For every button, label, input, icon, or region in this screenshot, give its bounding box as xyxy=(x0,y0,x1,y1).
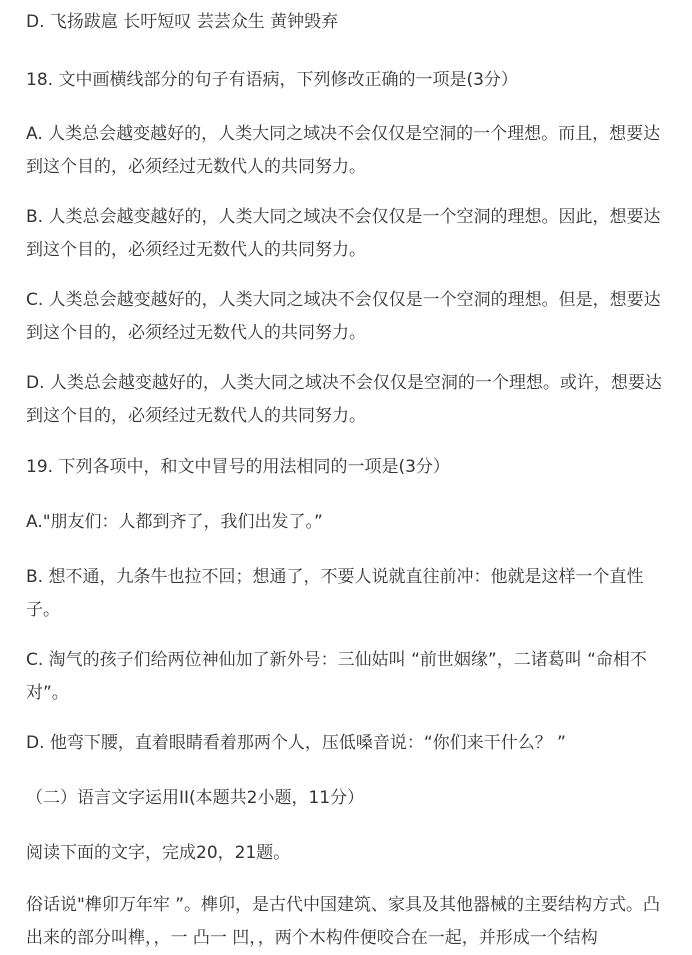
question-18-option-a: A. 人类总会越变越好的，人类大同之域决不会仅仅是空洞的一个理想。而且，想要达到这个目的，必须经过无数代人的共同努力。 xyxy=(26,124,661,177)
question-19-stem: 19. 下列各项中，和文中冒号的用法相同的一项是(3分） xyxy=(26,457,450,477)
question-19-option-c: C. 淘气的孩子们给两位神仙加了新外号：三仙姑叫 “前世姻缘”，二诸葛叫 “命相不对”。 xyxy=(26,650,647,703)
question-18-option-c: C. 人类总会越变越好的，人类大同之域决不会仅仅是一个空洞的理想。但是，想要达到这个目的，必须经过无数代人的共同努力。 xyxy=(26,290,661,343)
reading-passage: 俗话说"榫卯万年牢 ”。榫卯，是古代中国建筑、家具及其他器械的主要结构方式。凸出来的部分叫榫，，一 凸一 凹，，两个木构件便咬合在一起，并形成一个结构 xyxy=(26,895,661,948)
question-19-option-b: B. 想不通，九条牛也拉不回；想通了，不要人说就直往前冲：他就是这样一个直性子。 xyxy=(26,567,644,620)
section-heading: （二）语言文字运用II(本题共2小题，11分） xyxy=(26,788,365,808)
option-d-idioms: D. 飞扬跋扈 长吁短叹 芸芸众生 黄钟毁弃 xyxy=(26,12,339,32)
reading-instruction: 阅读下面的文字，完成20，21题。 xyxy=(26,843,291,863)
question-19-option-a: A."朋友们：人都到齐了，我们出发了。” xyxy=(26,512,323,532)
question-18-option-b: B. 人类总会越变越好的，人类大同之域决不会仅仅是一个空洞的理想。因此，想要达到这个目的，必须经过无数代人的共同努力。 xyxy=(26,207,661,260)
question-18-option-d: D. 人类总会越变越好的，人类大同之域决不会仅仅是空洞的一个理想。或许，想要达到这个目的，必须经过无数代人的共同努力。 xyxy=(26,373,662,426)
question-18-stem: 18. 文中画横线部分的句子有语病，下列修改正确的一项是(3分） xyxy=(26,70,518,90)
question-19-option-d: D. 他弯下腰，直着眼睛看着那两个人，压低嗓音说：“你们来干什么？ ” xyxy=(26,733,566,753)
